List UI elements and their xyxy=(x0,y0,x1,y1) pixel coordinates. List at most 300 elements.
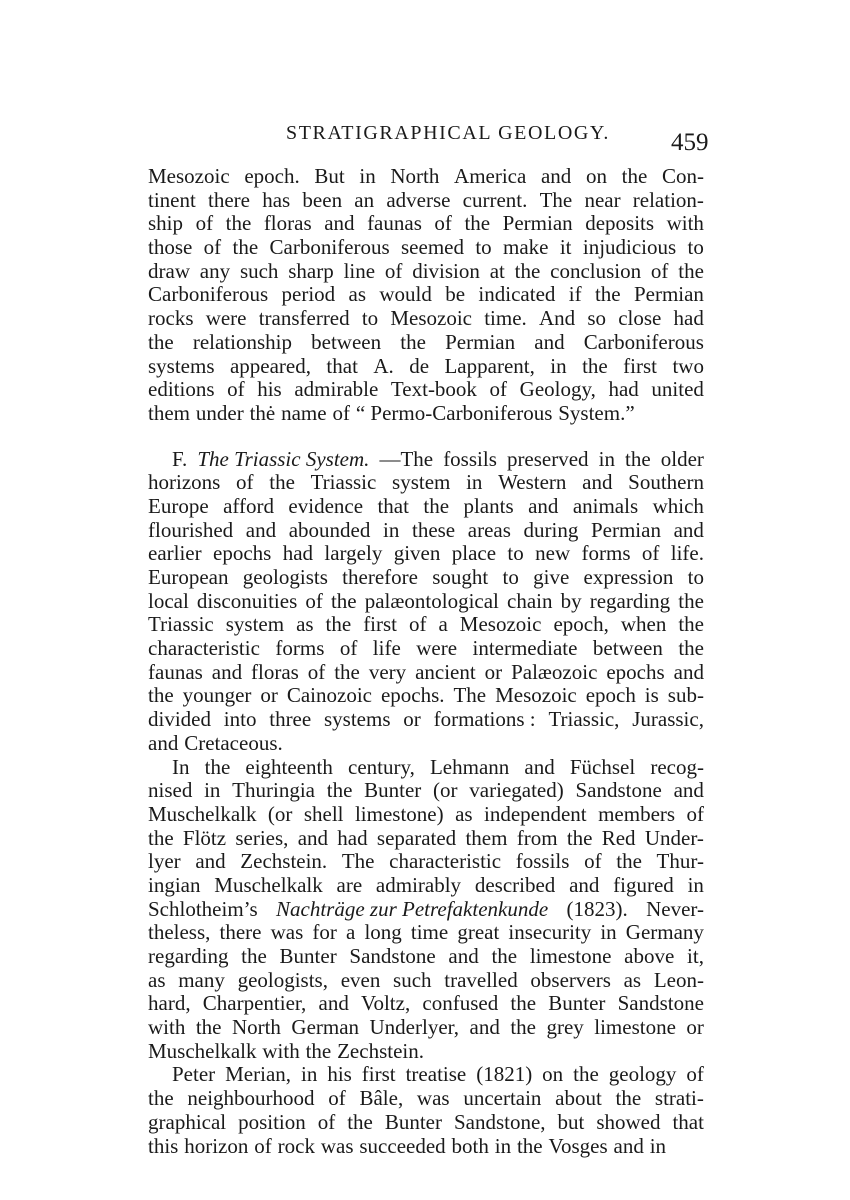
word: formations : xyxy=(433,707,536,732)
text-line xyxy=(148,1111,704,1135)
word: Füchsel xyxy=(569,754,636,779)
word: regarding xyxy=(148,944,229,968)
word: hard, xyxy=(148,991,191,1016)
word: that xyxy=(326,353,358,378)
word: the xyxy=(516,1133,543,1158)
word: recog- xyxy=(650,754,704,779)
word: in xyxy=(359,164,376,188)
word: under xyxy=(195,400,244,425)
word: F. xyxy=(172,446,188,471)
word: divided xyxy=(148,707,211,732)
word: Cretaceous. xyxy=(184,730,283,755)
word: the xyxy=(566,825,593,850)
word: series, xyxy=(235,825,289,850)
word: and xyxy=(469,1015,500,1040)
word: and xyxy=(613,1133,644,1158)
word: Europe xyxy=(148,493,209,518)
word: long xyxy=(364,920,402,945)
word: separated xyxy=(376,825,457,850)
text-line xyxy=(148,165,704,189)
word: America xyxy=(454,164,527,188)
word: horizon xyxy=(184,1133,249,1158)
word: an xyxy=(354,187,375,212)
word: great xyxy=(457,920,500,945)
word: travelled xyxy=(444,967,518,992)
word: neighbourhood xyxy=(187,1086,315,1111)
word: A. xyxy=(373,353,394,378)
word: these xyxy=(411,517,456,542)
word: that xyxy=(377,493,409,518)
word: of xyxy=(686,801,704,826)
word: the xyxy=(400,329,426,354)
word: about xyxy=(555,1086,602,1111)
word: younger xyxy=(182,683,252,708)
word: Vosges xyxy=(548,1133,608,1158)
word: them xyxy=(465,825,508,850)
word: described xyxy=(474,872,556,897)
word: the xyxy=(616,849,642,874)
paragraph xyxy=(148,448,704,756)
word: sub- xyxy=(667,683,704,708)
word: therefore xyxy=(342,565,418,589)
word: of xyxy=(328,1086,346,1111)
word: to xyxy=(475,235,492,260)
word: Thur- xyxy=(656,849,704,874)
word: there xyxy=(208,187,251,212)
word: the xyxy=(594,282,621,307)
text-line xyxy=(148,969,704,993)
text-line xyxy=(148,331,704,355)
word: Charpentier, xyxy=(202,991,307,1016)
word: that xyxy=(672,1109,704,1134)
word: the xyxy=(582,353,608,378)
word: older xyxy=(660,446,704,471)
running-head: STRATIGRAPHICAL GEOLOGY. xyxy=(286,122,610,144)
word: united xyxy=(651,377,704,402)
word: of xyxy=(339,636,358,661)
word: for xyxy=(312,920,337,945)
word: in xyxy=(598,446,615,471)
word: horizons xyxy=(148,470,221,495)
word: as xyxy=(296,612,314,637)
word: division xyxy=(412,258,480,283)
word: with xyxy=(262,1038,300,1063)
word: limestone xyxy=(529,944,612,968)
word: Mesozoic xyxy=(390,306,473,331)
word: the xyxy=(491,944,518,968)
word: so xyxy=(587,306,607,331)
word: has xyxy=(262,187,291,212)
word: the xyxy=(204,754,231,779)
word: of xyxy=(384,258,403,283)
text-line xyxy=(148,355,704,379)
word: time xyxy=(410,920,449,945)
word: given xyxy=(393,541,441,566)
word: North xyxy=(390,164,440,188)
word: Peter xyxy=(172,1062,216,1087)
word: observers xyxy=(530,967,611,992)
word: the xyxy=(232,235,259,260)
word: Permian xyxy=(445,329,516,354)
word: as xyxy=(348,282,367,307)
text-line xyxy=(148,260,704,284)
word: the xyxy=(148,825,174,850)
text-line xyxy=(148,898,704,922)
word: at xyxy=(489,258,505,283)
word: Cainozoic xyxy=(286,683,372,708)
word: system xyxy=(392,470,451,495)
word: Southern xyxy=(628,470,704,495)
word: in xyxy=(383,517,400,542)
word: Bunter xyxy=(364,778,422,803)
word: eighteenth xyxy=(245,754,333,779)
word: as xyxy=(623,967,642,992)
word: or xyxy=(484,659,503,684)
word: century, xyxy=(348,754,415,779)
word: succeeded xyxy=(359,1133,446,1158)
word: sought xyxy=(432,565,489,589)
word: three xyxy=(269,707,312,732)
word: sharp xyxy=(288,258,334,283)
word: had xyxy=(282,541,314,566)
word: current. xyxy=(462,187,528,212)
word: the xyxy=(225,211,252,236)
word: this xyxy=(148,1133,179,1158)
word: Con- xyxy=(661,164,704,188)
word: new xyxy=(535,541,571,566)
text-line xyxy=(148,732,704,756)
word: by xyxy=(560,588,582,613)
text-line xyxy=(148,992,704,1016)
word: of xyxy=(650,258,669,283)
word: the xyxy=(269,470,295,495)
word: life. xyxy=(670,541,704,566)
word: those xyxy=(148,235,193,260)
word: chain xyxy=(507,588,553,613)
word: epochs xyxy=(606,659,665,684)
word: which xyxy=(652,493,704,518)
word: Palæozoic xyxy=(511,659,598,684)
paragraph xyxy=(148,1063,704,1158)
word: Geology, xyxy=(519,377,596,402)
word: Muschelkalk xyxy=(214,872,323,897)
word: was xyxy=(416,1086,450,1111)
word: geology xyxy=(608,1062,677,1087)
word: epoch xyxy=(585,683,636,708)
word: Carboniferous xyxy=(148,282,269,307)
word: the xyxy=(510,1015,536,1040)
text-line xyxy=(148,661,704,685)
word: position xyxy=(238,1109,306,1134)
word: the xyxy=(195,1015,222,1040)
word: had xyxy=(608,377,639,402)
word: the xyxy=(334,659,360,684)
word: (1821) xyxy=(476,1062,533,1087)
word: the xyxy=(510,991,537,1016)
word: plants xyxy=(463,493,514,518)
text-line xyxy=(148,283,704,307)
word: and xyxy=(297,825,329,850)
word: palæontological xyxy=(364,588,499,613)
text-line xyxy=(148,590,704,614)
word: Permian xyxy=(502,211,573,236)
word: “ Permo-Carboniferous xyxy=(355,400,553,425)
word: the xyxy=(325,612,352,637)
word: Western xyxy=(498,470,567,495)
word: above xyxy=(624,944,675,968)
word: systems xyxy=(148,353,215,378)
word: Lapparent, xyxy=(444,353,535,378)
word: And xyxy=(538,306,576,331)
word: were xyxy=(416,636,458,661)
word: admirable xyxy=(294,377,379,402)
word: showed xyxy=(596,1109,661,1134)
word: first xyxy=(623,353,657,378)
word: would xyxy=(379,282,432,307)
text-line xyxy=(148,945,704,969)
word: the xyxy=(678,636,704,661)
word: grey xyxy=(546,1015,584,1040)
word: Bâle, xyxy=(359,1086,404,1111)
word: first xyxy=(361,1062,396,1087)
word: the xyxy=(241,944,267,968)
word: in xyxy=(550,353,567,378)
word: very xyxy=(368,659,407,684)
word: of xyxy=(332,400,350,425)
word: Leon- xyxy=(653,967,704,992)
word: the xyxy=(573,1062,599,1087)
word: epoch, xyxy=(553,612,609,637)
text-line xyxy=(148,542,704,566)
word: and xyxy=(195,849,226,874)
word: there xyxy=(219,920,262,945)
word: Schlotheim’s xyxy=(148,896,258,921)
word: the xyxy=(148,1086,174,1111)
word: the xyxy=(464,211,491,236)
paragraph xyxy=(148,165,704,426)
word: figured xyxy=(613,872,674,897)
text-line xyxy=(148,1135,704,1159)
word: seemed xyxy=(401,235,464,260)
word: is xyxy=(644,683,659,708)
text-line xyxy=(148,708,704,732)
word: Flötz xyxy=(182,825,227,850)
word: in xyxy=(687,872,704,897)
word: the xyxy=(347,1109,373,1134)
word: time. xyxy=(484,306,527,331)
word: the xyxy=(305,1038,332,1063)
word: on xyxy=(585,164,607,188)
word: Zechstein. xyxy=(337,1038,424,1063)
word: it, xyxy=(687,944,704,968)
word: and xyxy=(534,329,565,354)
word: flourished xyxy=(148,517,234,542)
word: Thuringia xyxy=(232,778,315,803)
word: between xyxy=(311,329,382,354)
word: in xyxy=(204,778,221,803)
word: and xyxy=(148,730,179,755)
word: and xyxy=(569,872,600,897)
word: of xyxy=(305,588,323,613)
word: in xyxy=(600,920,617,945)
word: ship xyxy=(148,211,184,236)
word: close xyxy=(618,306,662,331)
body-text xyxy=(148,165,704,1158)
text-line xyxy=(148,189,704,213)
word: the xyxy=(615,1086,642,1111)
word: and xyxy=(673,659,704,684)
word: the xyxy=(621,164,648,188)
word: make xyxy=(503,235,549,260)
word: transferred xyxy=(258,306,350,331)
word: (or xyxy=(267,801,293,826)
word: disconuities xyxy=(196,588,298,613)
word: Jurassic, xyxy=(632,707,704,732)
word: characteristic xyxy=(148,636,260,661)
word: conclusion xyxy=(550,258,642,283)
word: Carboniferous xyxy=(583,329,704,354)
word: members xyxy=(598,801,676,826)
paragraph-gap xyxy=(148,426,704,448)
word: animals xyxy=(572,493,639,518)
word: strati- xyxy=(654,1086,704,1111)
word: adverse xyxy=(386,187,451,212)
word: variegated) xyxy=(469,778,564,803)
word: editions xyxy=(148,377,215,402)
word: line xyxy=(343,258,376,283)
word: the xyxy=(678,612,704,637)
word: and xyxy=(524,754,555,779)
word: of xyxy=(409,612,427,637)
text-line xyxy=(148,756,704,780)
text-line xyxy=(148,921,704,945)
word: on xyxy=(542,1062,564,1087)
word: expression xyxy=(583,565,674,589)
word: and xyxy=(211,659,243,684)
word: give xyxy=(533,565,570,589)
word: when xyxy=(620,612,667,637)
word: them xyxy=(148,400,190,425)
word: and xyxy=(673,517,704,542)
word: Merian, xyxy=(225,1062,292,1087)
word: as xyxy=(455,801,473,826)
word: treatise xyxy=(405,1062,467,1087)
word: characteristic xyxy=(389,849,502,874)
italic-word: The Triassic System. xyxy=(197,446,370,471)
word: of xyxy=(584,849,602,874)
word: Red xyxy=(601,825,636,850)
word: de xyxy=(409,353,430,378)
text-line xyxy=(148,519,704,543)
word: the xyxy=(514,258,541,283)
word: earlier xyxy=(148,541,202,566)
word: faunas xyxy=(367,211,422,236)
word: and xyxy=(540,164,572,188)
word: ancient xyxy=(415,659,476,684)
word: Permian xyxy=(633,282,704,307)
word: preserved xyxy=(506,446,589,471)
word: many xyxy=(178,967,225,992)
word: floras xyxy=(251,659,299,684)
word: the xyxy=(678,588,704,613)
word: Muschelkalk xyxy=(148,801,257,826)
word: epoch. xyxy=(244,164,300,188)
word: tinent xyxy=(148,187,196,212)
paragraph xyxy=(148,756,704,1064)
word: relationship xyxy=(192,329,292,354)
word: Germany xyxy=(625,920,704,945)
word: in xyxy=(494,1133,512,1158)
word: Zechstein. xyxy=(240,849,328,874)
word: his xyxy=(327,1062,352,1087)
word: epochs. xyxy=(380,683,445,708)
word: the xyxy=(326,778,353,803)
word: appeared, xyxy=(229,353,311,378)
text-line xyxy=(148,1087,704,1111)
word: areas xyxy=(467,517,511,542)
word: of xyxy=(254,1133,272,1158)
word: were xyxy=(205,306,247,331)
word: or xyxy=(260,683,278,708)
word: of xyxy=(686,1062,704,1087)
word: Bunter xyxy=(384,1109,442,1134)
word: Never- xyxy=(646,896,704,921)
word: Carboniferous xyxy=(269,235,390,260)
word: Voltz, xyxy=(361,991,411,1016)
word: if xyxy=(568,282,582,307)
word: of xyxy=(236,470,254,495)
word: of xyxy=(195,211,214,236)
word: Triassic xyxy=(310,470,377,495)
word: a xyxy=(346,920,356,945)
word: Muschelkalk xyxy=(148,1038,257,1063)
word: epochs xyxy=(213,541,272,566)
word: with xyxy=(666,211,704,236)
word: in xyxy=(649,1133,667,1158)
word: limestone) xyxy=(354,801,444,826)
word: In xyxy=(172,754,190,779)
text-line xyxy=(148,850,704,874)
word: rocks xyxy=(148,306,194,331)
word: during xyxy=(523,517,579,542)
word: largely xyxy=(324,541,383,566)
word: relation- xyxy=(632,187,704,212)
word: afford xyxy=(223,493,274,518)
word: first xyxy=(363,612,398,637)
word: The xyxy=(539,187,573,212)
word: to xyxy=(507,541,524,566)
word: of xyxy=(489,377,508,402)
word: North xyxy=(231,1015,281,1040)
word: in xyxy=(466,470,483,495)
word: Permian xyxy=(590,517,661,542)
word: the xyxy=(148,683,174,708)
word: and xyxy=(318,991,349,1016)
word: intermediate xyxy=(472,636,578,661)
word: to xyxy=(687,565,704,589)
text-line xyxy=(148,827,704,851)
word: had xyxy=(337,825,368,850)
text-line xyxy=(148,1063,704,1087)
word: insecurity xyxy=(508,920,592,945)
text-line xyxy=(148,874,704,898)
word: the xyxy=(148,329,174,354)
word: Mesozoic xyxy=(148,164,230,188)
word: (or xyxy=(433,778,458,803)
word: and xyxy=(582,470,613,495)
text-line xyxy=(148,402,704,426)
word: and xyxy=(528,493,559,518)
